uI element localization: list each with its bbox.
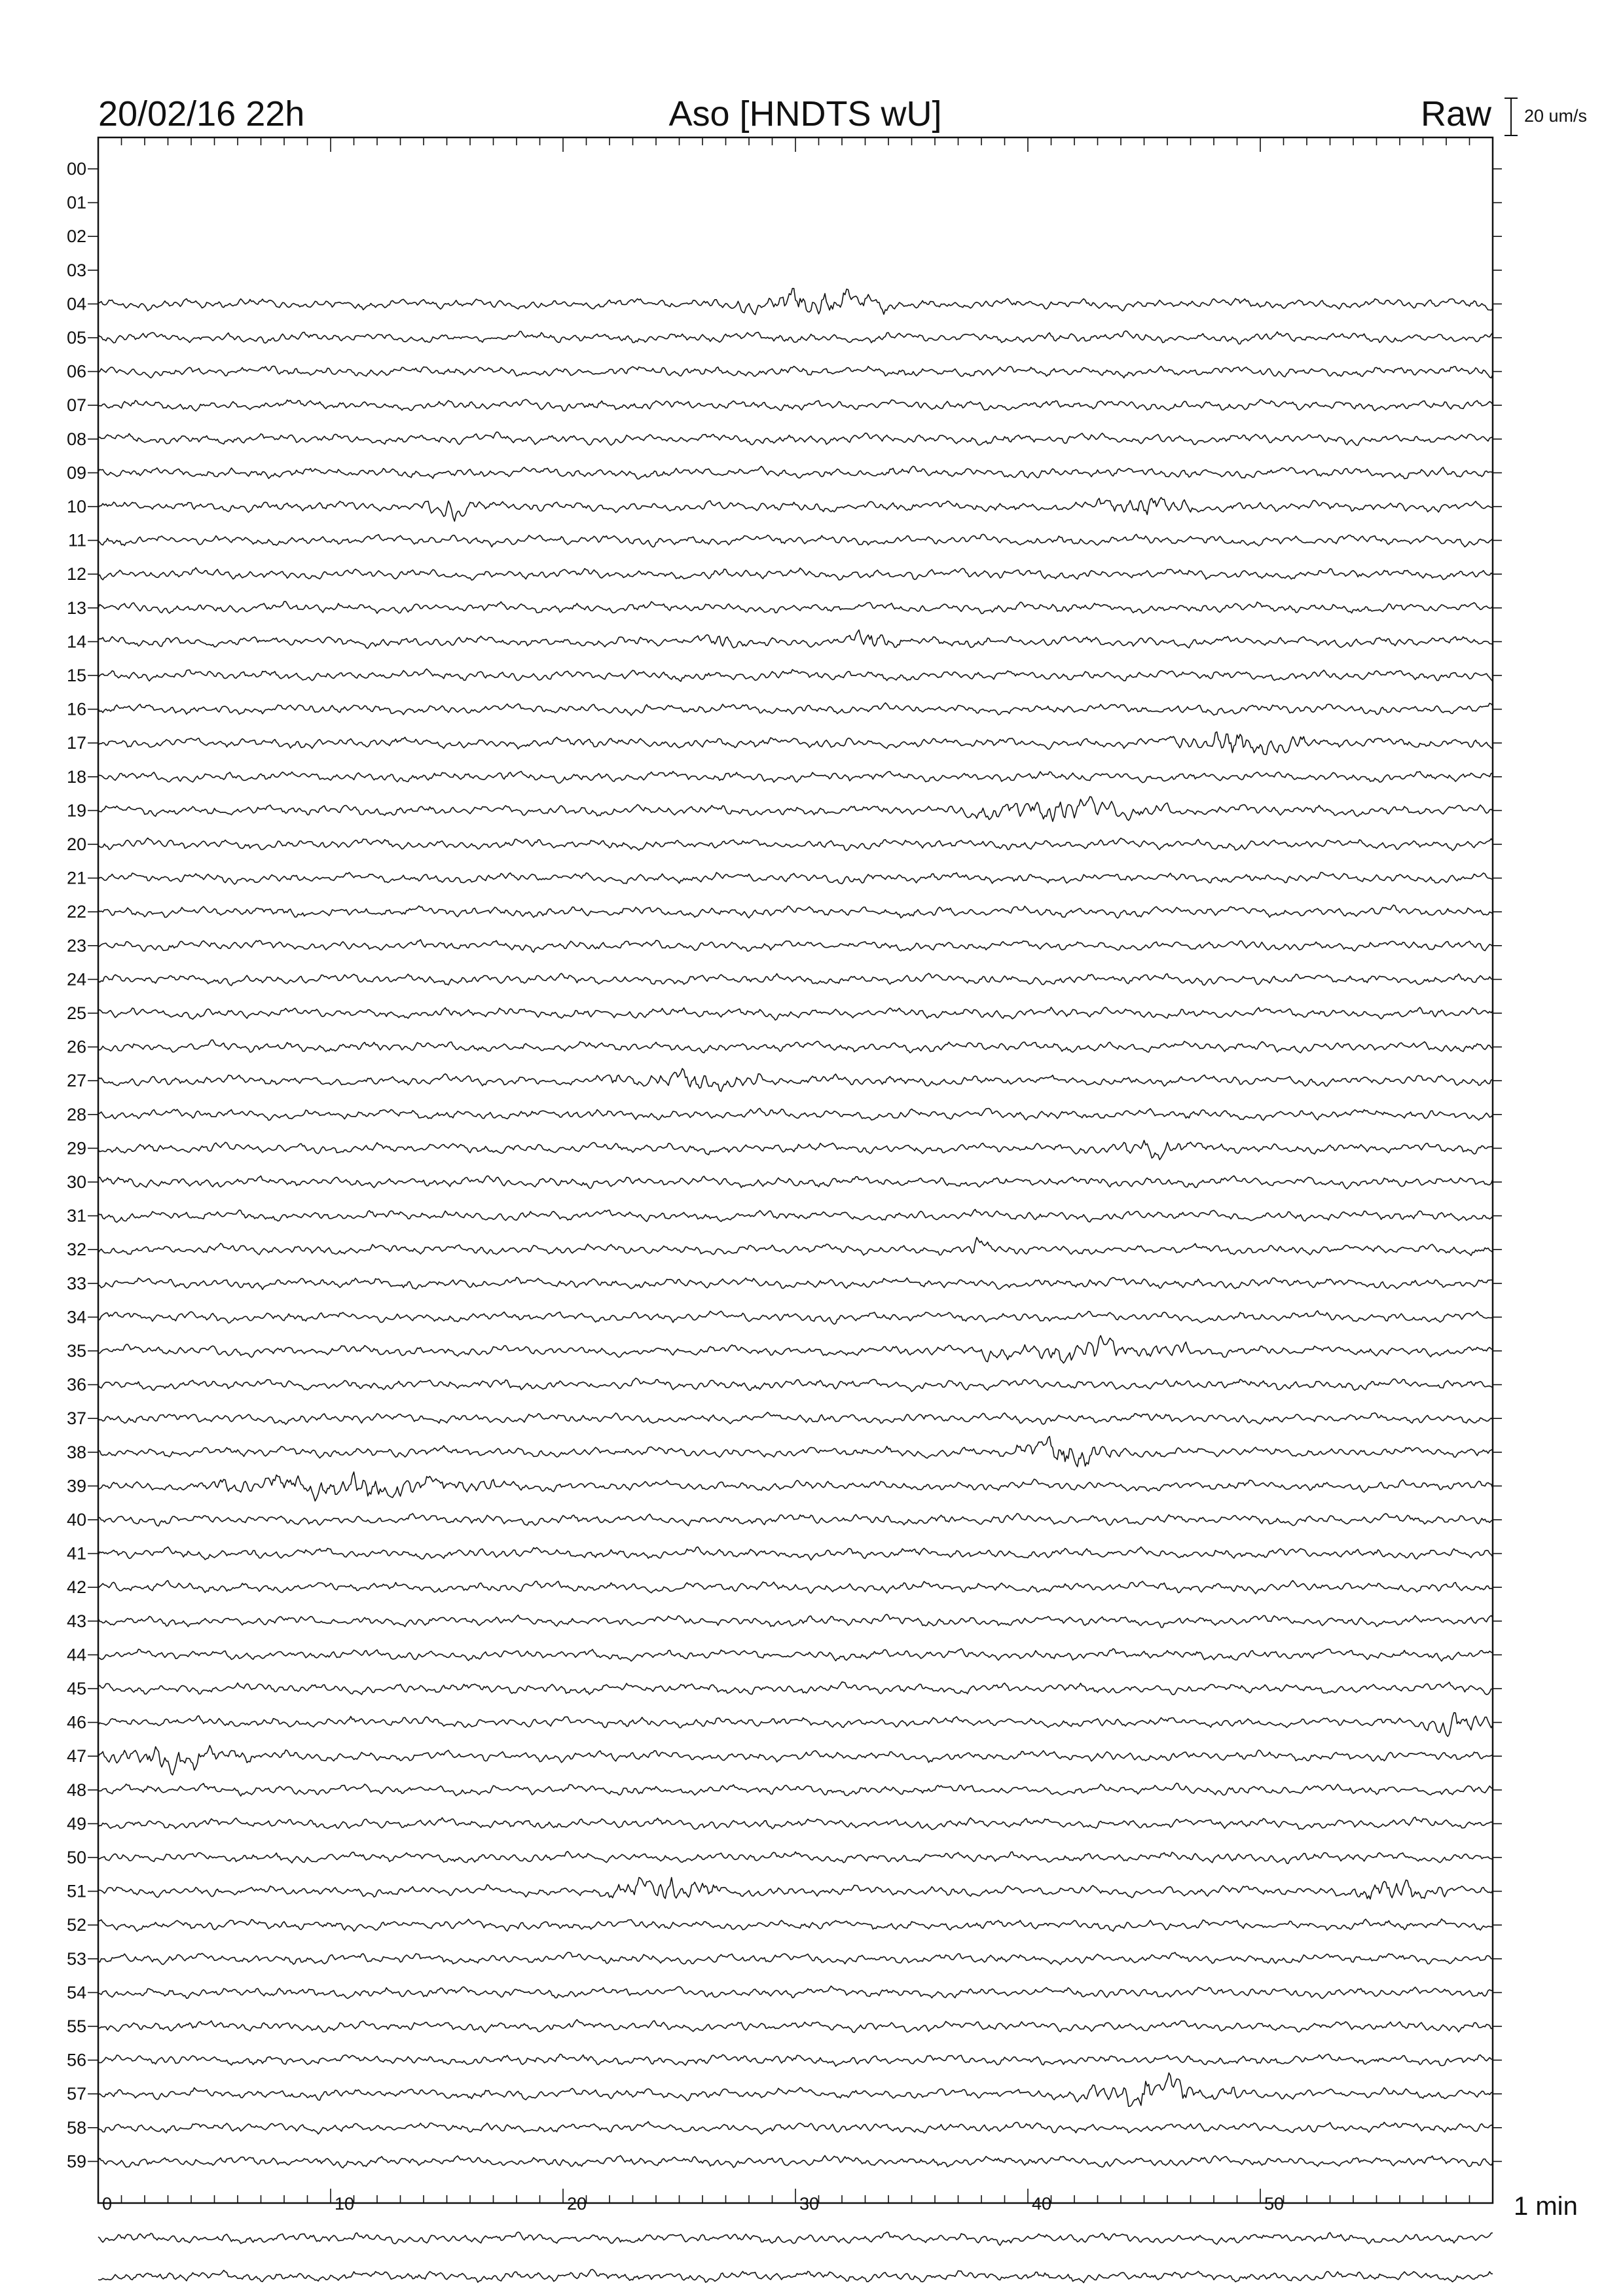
- row-label: 30: [66, 1172, 86, 1192]
- trace-row-55: [98, 2020, 1493, 2033]
- trace-row-18: [98, 771, 1493, 783]
- row-label: 51: [66, 1881, 86, 1901]
- row-label: 47: [66, 1746, 86, 1767]
- row-label: 56: [66, 2050, 86, 2070]
- station-title: Aso [HNDTS wU]: [668, 94, 942, 134]
- trace-row-54: [98, 1986, 1493, 1998]
- trace-row-42: [98, 1581, 1493, 1594]
- trace-row-56: [98, 2054, 1493, 2066]
- trace-row-22: [98, 905, 1493, 918]
- trace-row-32: [98, 1238, 1493, 1256]
- row-label: 17: [66, 733, 86, 753]
- row-label: 29: [66, 1138, 86, 1158]
- trace-row-40: [98, 1513, 1493, 1526]
- row-label: 50: [66, 1848, 86, 1867]
- trace-row-59: [98, 2155, 1493, 2168]
- trace-row-31: [98, 1210, 1493, 1223]
- row-label: 19: [66, 800, 86, 821]
- trace-row-37: [98, 1412, 1493, 1425]
- overflow-trace: [98, 2232, 1493, 2246]
- row-label: 07: [66, 395, 86, 416]
- row-label: 48: [66, 1780, 86, 1800]
- trace-row-25: [98, 1007, 1493, 1020]
- trace-row-16: [98, 703, 1493, 715]
- traces: [98, 289, 1493, 2283]
- row-label: 04: [66, 294, 86, 314]
- trace-row-29: [98, 1140, 1493, 1160]
- trace-row-30: [98, 1175, 1493, 1189]
- trace-row-08: [98, 432, 1493, 445]
- trace-row-38: [98, 1437, 1493, 1467]
- trace-row-50: [98, 1852, 1493, 1864]
- trace-row-41: [98, 1547, 1493, 1560]
- row-label: 52: [66, 1915, 86, 1935]
- trace-row-24: [98, 973, 1493, 986]
- row-label: 39: [66, 1476, 86, 1496]
- row-label: 42: [66, 1577, 86, 1598]
- row-label: 09: [66, 463, 86, 483]
- row-label: 37: [66, 1408, 86, 1429]
- trace-row-58: [98, 2122, 1493, 2134]
- row-label: 12: [66, 564, 86, 584]
- row-label: 15: [66, 666, 86, 685]
- x-tick-label: 40: [1032, 2194, 1052, 2214]
- trace-row-53: [98, 1952, 1493, 1965]
- row-label: 43: [66, 1611, 86, 1631]
- trace-row-23: [98, 940, 1493, 952]
- trace-row-57: [98, 2073, 1493, 2106]
- row-label: 23: [66, 935, 86, 956]
- trace-row-05: [98, 331, 1493, 344]
- x-tick-label: 50: [1264, 2194, 1285, 2214]
- row-label: 08: [66, 429, 86, 449]
- row-label: 25: [66, 1003, 86, 1023]
- row-label: 11: [67, 530, 86, 550]
- row-label: 58: [66, 2117, 86, 2138]
- row-label: 02: [66, 226, 86, 247]
- trace-row-11: [98, 534, 1493, 547]
- row-label: 05: [66, 328, 86, 348]
- row-labels: [67, 159, 86, 2171]
- x-tick-label: 20: [567, 2194, 587, 2214]
- scale-bar: [1504, 98, 1518, 135]
- row-label: 18: [66, 766, 86, 787]
- row-label: 10: [66, 497, 86, 516]
- trace-row-43: [98, 1615, 1493, 1628]
- row-label: 27: [66, 1071, 86, 1091]
- row-label: 46: [66, 1712, 86, 1732]
- row-label: 28: [66, 1104, 86, 1124]
- trace-row-20: [98, 838, 1493, 850]
- row-label: 53: [66, 1948, 86, 1969]
- trace-row-52: [98, 1919, 1493, 1931]
- trace-row-09: [98, 466, 1493, 479]
- row-label: 57: [66, 2084, 86, 2104]
- mode-label: Raw: [1420, 94, 1491, 134]
- row-label: 36: [66, 1374, 86, 1395]
- row-label: 26: [66, 1037, 86, 1057]
- row-label: 41: [66, 1543, 86, 1564]
- row-label: 40: [66, 1510, 86, 1530]
- x-tick-label: 10: [335, 2194, 355, 2214]
- trace-row-14: [98, 630, 1493, 648]
- x-axis-unit: 1 min: [1514, 2192, 1578, 2221]
- row-label: 32: [66, 1240, 86, 1260]
- row-label: 45: [66, 1679, 86, 1698]
- trace-row-46: [98, 1713, 1493, 1736]
- row-label: 55: [66, 2017, 86, 2036]
- row-label: 44: [66, 1645, 86, 1665]
- row-label: 24: [66, 969, 86, 990]
- x-tick-label: 0: [102, 2194, 113, 2214]
- row-label: 54: [66, 1982, 86, 2003]
- trace-row-36: [98, 1378, 1493, 1392]
- row-label: 00: [66, 159, 86, 179]
- trace-row-13: [98, 601, 1493, 614]
- row-label: 06: [66, 361, 86, 382]
- row-label: 31: [66, 1206, 86, 1226]
- row-label: 33: [66, 1273, 86, 1293]
- row-label: 49: [66, 1814, 86, 1834]
- datetime-label: 20/02/16 22h: [98, 94, 305, 134]
- trace-row-35: [98, 1336, 1493, 1363]
- trace-row-17: [98, 732, 1493, 755]
- trace-row-12: [98, 567, 1493, 580]
- trace-row-21: [98, 872, 1493, 884]
- trace-row-19: [98, 797, 1493, 821]
- trace-row-47: [98, 1746, 1493, 1775]
- row-label: 01: [66, 192, 86, 213]
- row-label: 03: [66, 260, 86, 280]
- row-label: 13: [66, 598, 86, 618]
- x-tick-label: 30: [799, 2194, 820, 2214]
- row-label: 59: [66, 2151, 86, 2172]
- trace-row-44: [98, 1649, 1493, 1661]
- trace-row-15: [98, 669, 1493, 681]
- trace-row-07: [98, 399, 1493, 411]
- trace-row-45: [98, 1682, 1493, 1695]
- trace-row-06: [98, 366, 1493, 378]
- row-label: 16: [66, 699, 86, 719]
- trace-row-49: [98, 1817, 1493, 1829]
- row-label: 14: [66, 632, 86, 652]
- trace-row-34: [98, 1311, 1493, 1325]
- row-label: 20: [66, 834, 86, 854]
- scale-label: 20 um/s: [1524, 106, 1588, 126]
- row-label: 22: [66, 902, 86, 922]
- trace-row-48: [98, 1783, 1493, 1796]
- trace-row-28: [98, 1108, 1493, 1121]
- trace-row-26: [98, 1040, 1493, 1053]
- trace-row-51: [98, 1878, 1493, 1899]
- trace-row-39: [98, 1472, 1493, 1501]
- trace-row-10: [98, 497, 1493, 521]
- trace-row-33: [98, 1278, 1493, 1290]
- row-label: 21: [66, 868, 86, 888]
- row-label: 38: [66, 1442, 86, 1462]
- trace-row-27: [98, 1069, 1493, 1092]
- trace-row-04: [98, 289, 1493, 315]
- overflow-trace: [98, 2269, 1493, 2282]
- row-label: 35: [66, 1341, 86, 1361]
- row-label: 34: [66, 1307, 86, 1327]
